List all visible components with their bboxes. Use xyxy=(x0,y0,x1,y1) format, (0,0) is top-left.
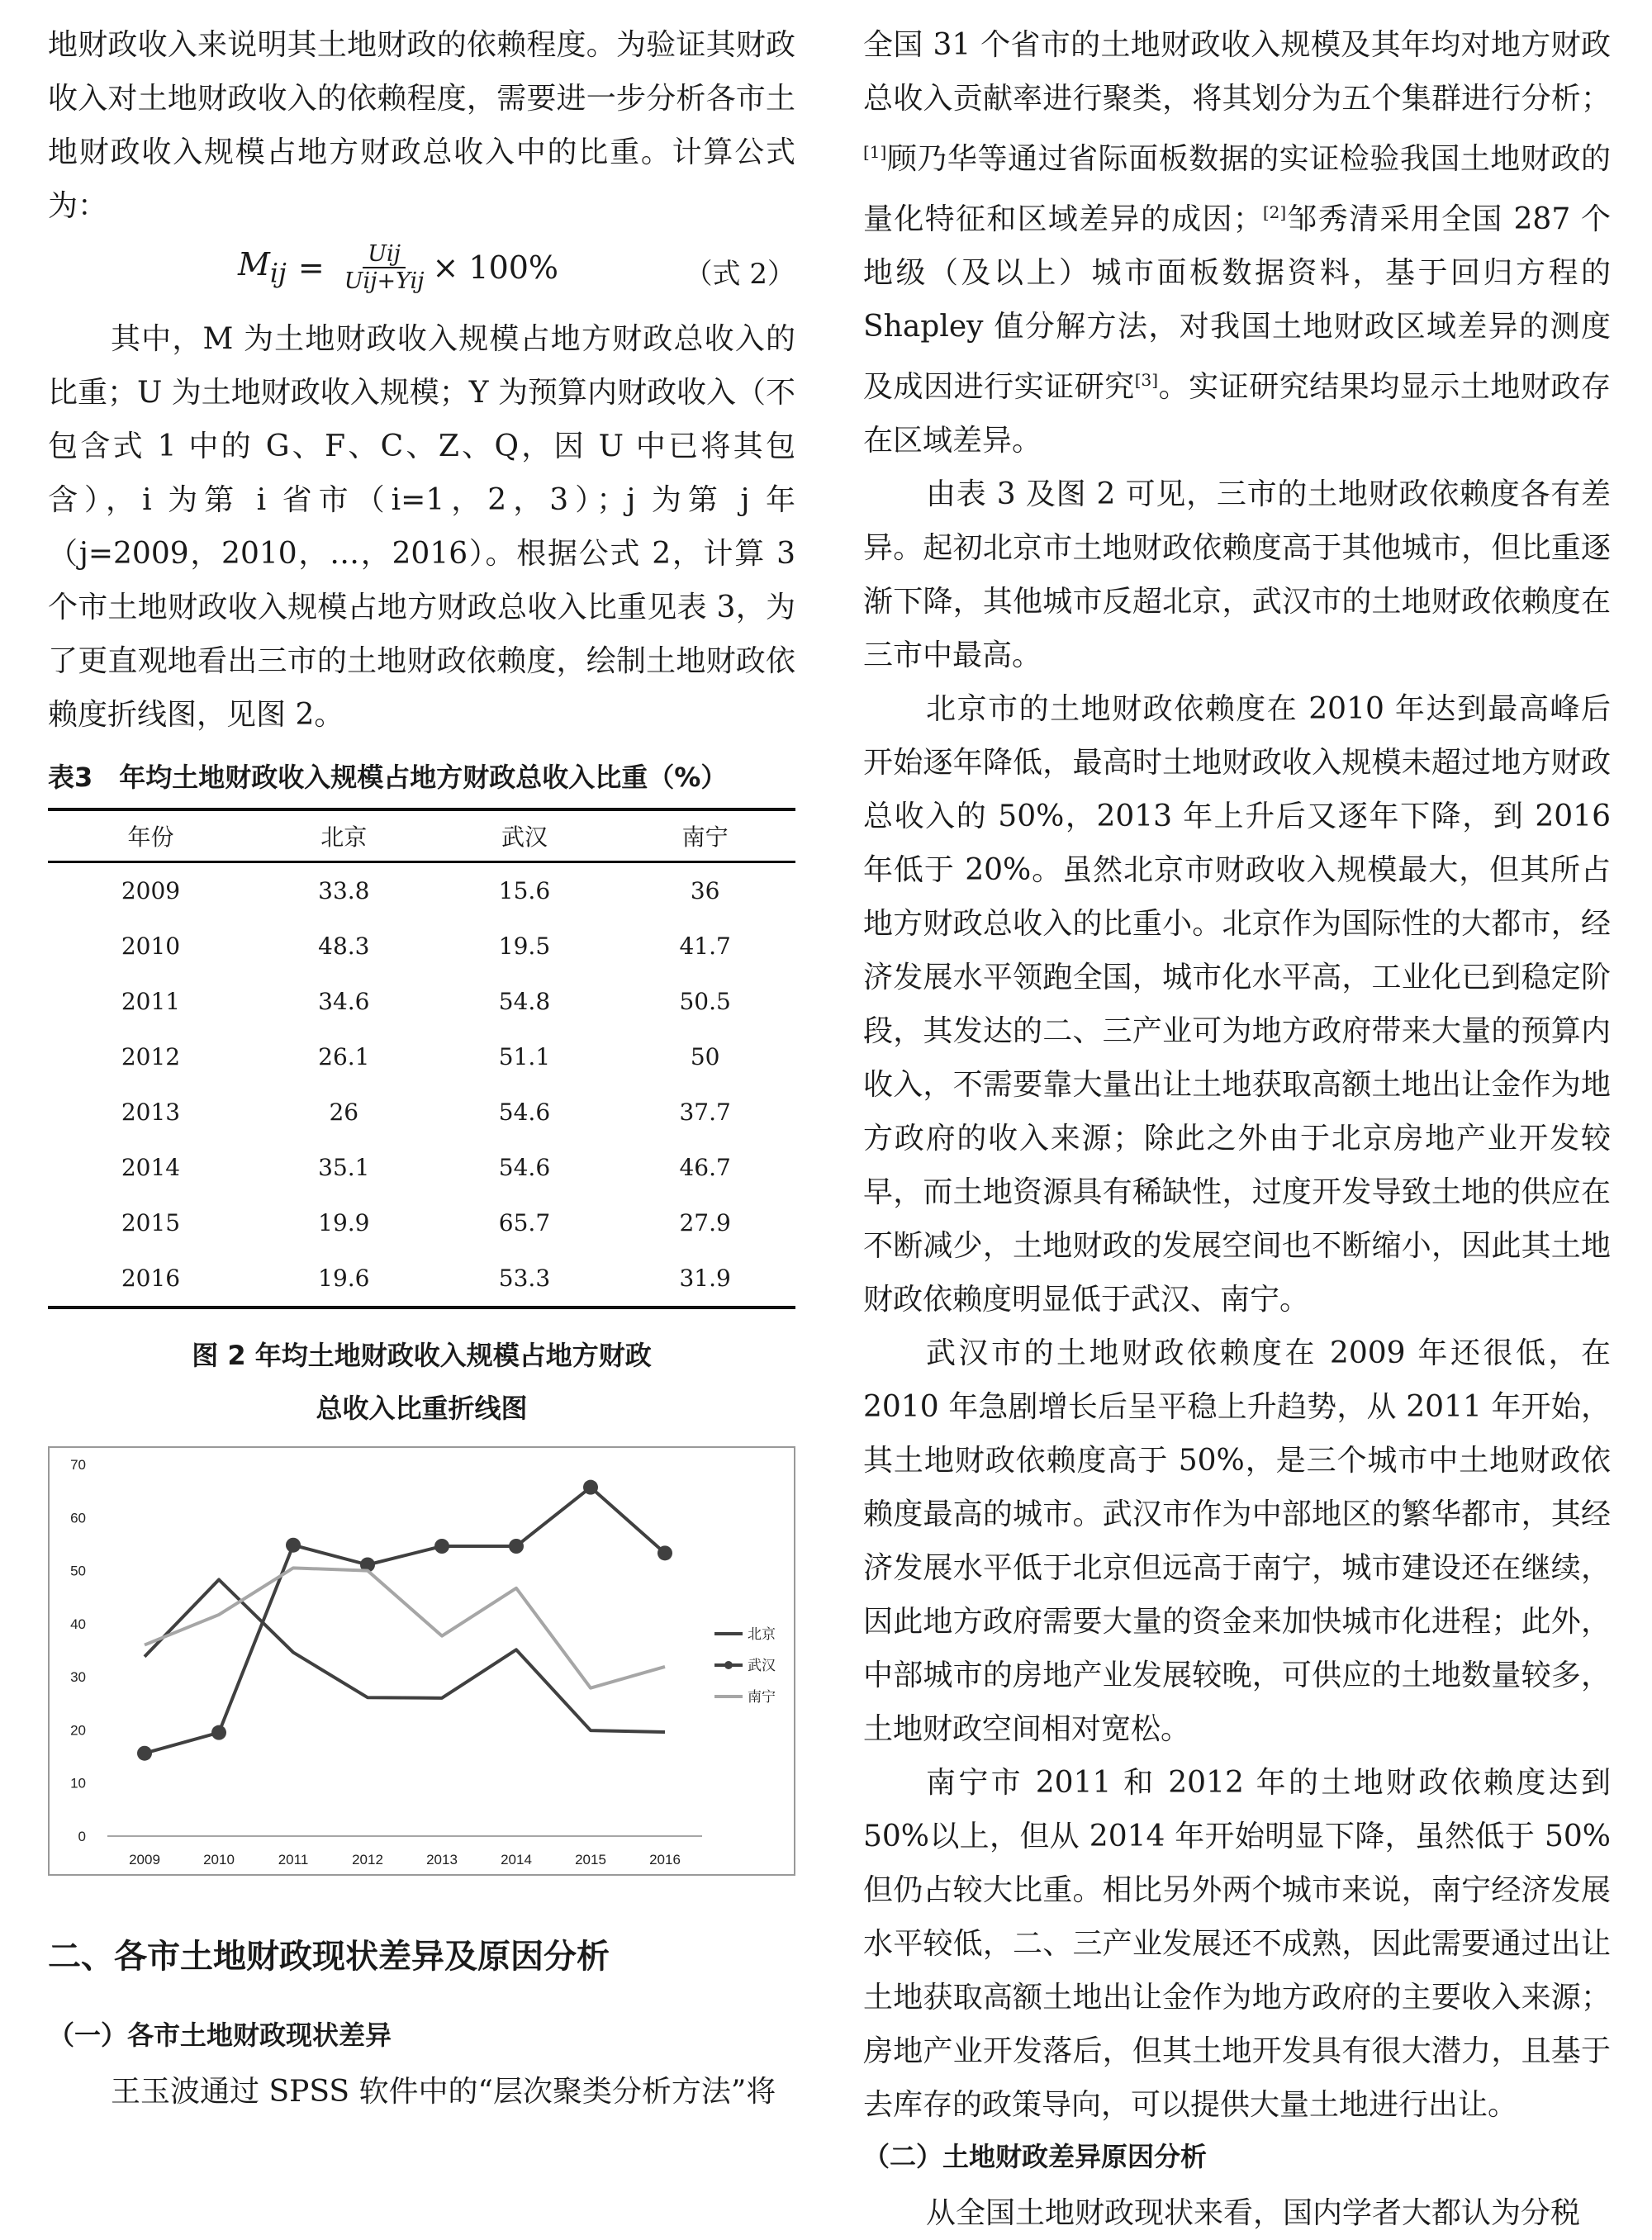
table-row xyxy=(48,1195,795,1251)
x-tick-label: 2014 xyxy=(501,1852,532,1867)
x-tick-label: 2009 xyxy=(129,1852,160,1867)
line-chart xyxy=(48,1446,795,1876)
y-tick-label: 60 xyxy=(70,1510,86,1526)
table-header-cell: 武汉 xyxy=(434,809,615,862)
legend-label: 南宁 xyxy=(748,1689,776,1706)
x-tick-label: 2015 xyxy=(575,1852,606,1867)
y-tick-label: 0 xyxy=(78,1829,86,1844)
figure-caption xyxy=(48,1329,795,1435)
paragraph: 由表 3 及图 2 可见，三市的土地财政依赖度各有差异。起初北京市土地财政依赖度高于其他城市，但比重逐渐下降，其他城市反超北京，武汉市的土地财政依赖度在三市中最高。 xyxy=(863,477,1611,672)
table-caption: 表3 年均土地财政收入规模占地方财政总收入比重（%） xyxy=(48,762,728,793)
table-cell: 51.1 xyxy=(498,1043,551,1070)
table-cell: 33.8 xyxy=(318,877,370,904)
x-tick-label: 2010 xyxy=(203,1852,235,1867)
formula-equals: = xyxy=(297,249,325,286)
data-point xyxy=(583,1480,598,1495)
legend-marker xyxy=(724,1661,733,1669)
table-cell: 2014 xyxy=(121,1154,181,1181)
table-header-cell: 北京 xyxy=(254,809,434,862)
figure-caption-line-1: 图 2 年均土地财政收入规模占地方财政 xyxy=(192,1340,652,1371)
left-column xyxy=(48,18,795,2119)
table-cell: 19.6 xyxy=(254,1251,434,1307)
subsection-heading: （二）土地财政差异原因分析 xyxy=(863,2141,1208,2172)
formula-times: × 100% xyxy=(432,249,559,286)
table-cell: 35.1 xyxy=(318,1154,370,1181)
table-cell: 19.5 xyxy=(498,933,551,960)
data-table xyxy=(48,808,795,1309)
table-row xyxy=(48,1084,795,1140)
table-header-cell: 南宁 xyxy=(615,809,795,862)
table-cell: 31.9 xyxy=(615,1251,795,1307)
citation: [2] xyxy=(1262,202,1287,222)
x-tick-label: 2011 xyxy=(278,1852,309,1867)
table-row xyxy=(48,1029,795,1084)
figure-caption-line-2: 总收入比重折线图 xyxy=(316,1393,528,1424)
table-cell: 65.7 xyxy=(498,1209,551,1236)
subsection-heading: （一）各市土地财政现状差异 xyxy=(48,2019,392,2051)
data-point xyxy=(434,1539,449,1554)
formula-lhs: $M_{ij}$ xyxy=(238,246,287,289)
y-tick-label: 30 xyxy=(70,1669,86,1686)
citation: [1] xyxy=(863,142,887,162)
paragraph: 地财政收入来说明其土地财政的依赖程度。为验证其财政收入对土地财政收入的依赖程度，需要进一步分析各市土地财政收入规模占地方财政总收入中的比重。计算公式为： xyxy=(48,28,795,223)
formula-tag: （式 2） xyxy=(684,258,795,291)
y-tick-label: 70 xyxy=(70,1457,86,1473)
citation: [3] xyxy=(1134,370,1159,390)
table-cell: 54.6 xyxy=(498,1099,551,1126)
table-row xyxy=(48,1140,795,1195)
table-cell: 53.3 xyxy=(434,1251,615,1307)
paragraph: 武汉市的土地财政依赖度在 2009 年还很低，在 2010 年急剧增长后呈平稳上升趋势，从 2011 年开始，其土地财政依赖度高于 50%，是三个城市中土地财政依赖度最高的城市。武汉市作为中部地区的繁华都市，其经济发展水平低于北京但远高于南宁，城市建设还在继续，因此地方政府需要大量的资金来加快城市化进程；此外，中部城市的房地产业发展较晚，可供应的土地数量较多，土地财政空间相对宽松。 xyxy=(863,1336,1611,1746)
data-point xyxy=(137,1746,152,1761)
formula xyxy=(48,233,795,312)
table-cell: 2013 xyxy=(121,1099,181,1126)
formula-numerator: Uij xyxy=(363,241,406,268)
table-cell: 54.6 xyxy=(498,1154,551,1181)
section-heading: 二、各市土地财政现状差异及原因分析 xyxy=(48,1938,610,1976)
legend-label: 北京 xyxy=(748,1626,776,1643)
table-cell: 46.7 xyxy=(679,1154,731,1181)
table-cell: 54.8 xyxy=(498,988,551,1015)
paragraph: 王玉波通过 SPSS 软件中的“层次聚类分析方法”将 xyxy=(111,2075,776,2109)
table-header-cell: 年份 xyxy=(48,809,254,862)
table-cell: 2015 xyxy=(121,1209,181,1236)
y-tick-label: 40 xyxy=(70,1616,86,1632)
table-cell: 50 xyxy=(690,1043,720,1070)
x-tick-label: 2016 xyxy=(649,1852,681,1867)
paragraph: 南宁市 2011 和 2012 年的土地财政依赖度达到 50%以上，但从 2014 年开始明显下降，虽然低于 50%但仍占较大比重。相比另外两个城市来说，南宁经济发展水平较低，二、三产业发展还不成熟，因此需要通过出让土地获取高额土地出让金作为地方政府的主要收入来源；房地产业开发落后，但其土地开发具有很大潜力，且基于去库存的政策导向，可以提供大量土地进行出让。 xyxy=(863,1766,1611,2122)
paragraph: 北京市的土地财政依赖度在 2010 年达到最高峰后开始逐年降低，最高时土地财政收入规模未超过地方财政总收入的 50%，2013 年上升后又逐年下降，到 2016 年低于 20%。虽然北京市财政收入规模最大，但其所占地方财政总收入的比重小。北京作为国际性的大都市，经济发展水平领跑全国，城市化水平高，工业化已到稳定阶段，其发达的二、三产业可为地方政府带来大量的预算内收入，不需要靠大量出让土地获取高额土地出让金作为地方政府的收入来源；除此之外由于北京房地产业开发较早，而土地资源具有稀缺性，过度开发导致土地的供应在不断减少，土地财政的发展空间也不断缩小，因此其土地财政依赖度明显低于武汉、南宁。 xyxy=(863,692,1611,1317)
table-cell: 48.3 xyxy=(318,933,370,960)
table-cell: 34.6 xyxy=(318,988,370,1015)
y-tick-label: 10 xyxy=(70,1775,86,1792)
legend-label: 武汉 xyxy=(748,1658,776,1674)
table-cell: 2012 xyxy=(121,1043,181,1070)
table-row xyxy=(48,862,795,919)
table-cell: 36 xyxy=(690,877,720,904)
formula-fraction xyxy=(344,241,425,294)
series-line-1 xyxy=(145,1488,665,1754)
table-row xyxy=(48,1251,795,1307)
formula-denominator: Uij+Yij xyxy=(344,268,425,294)
chart-svg xyxy=(50,1448,794,1874)
data-point xyxy=(509,1539,524,1554)
table-cell: 2010 xyxy=(121,933,181,960)
table-cell: 2011 xyxy=(121,988,181,1015)
paragraph: 全国 31 个省市的土地财政收入规模及其年均对地方财政总收入贡献率进行聚类，将其划分为五个集群进行分析；[1]顾乃华等通过省际面板数据的实证检验我国土地财政的量化特征和区域差异的成因；[2]邹秀清采用全国 287 个地级（及以上）城市面板数据资料，基于回归方程的 Shapley 值分解方法，对我国土地财政区域差异的测度及成因进行实证研究[3]。实证研究结果均显示土地财政存在区域差异。 xyxy=(863,28,1611,458)
x-tick-label: 2012 xyxy=(352,1852,383,1867)
table-row xyxy=(48,974,795,1029)
table-cell: 26.1 xyxy=(318,1043,370,1070)
formula-expression xyxy=(238,241,558,294)
table-cell: 27.9 xyxy=(679,1209,731,1236)
data-point xyxy=(657,1545,672,1560)
table-row xyxy=(48,918,795,974)
table-cell: 37.7 xyxy=(679,1099,731,1126)
series-line-2 xyxy=(145,1568,665,1687)
data-point xyxy=(286,1538,301,1553)
table-cell: 50.5 xyxy=(679,988,731,1015)
table-cell: 2009 xyxy=(121,877,181,904)
right-column xyxy=(863,18,1611,2240)
table-header-row xyxy=(48,809,795,862)
table-cell: 19.9 xyxy=(318,1209,370,1236)
y-tick-label: 50 xyxy=(70,1563,86,1579)
table-cell: 26 xyxy=(329,1099,359,1126)
paragraph: 从全国土地财政现状来看，国内学者大都认为分税 xyxy=(926,2196,1581,2230)
table-cell: 15.6 xyxy=(498,877,551,904)
table-body xyxy=(48,862,795,1308)
y-tick-label: 20 xyxy=(70,1722,86,1739)
x-tick-label: 2013 xyxy=(426,1852,458,1867)
paragraph: 其中，M 为土地财政收入规模占地方财政总收入的比重；U 为土地财政收入规模；Y 为预算内财政收入（不包含式 1 中的 G、F、C、Z、Q，因 U 中已将其包含），i 为第 i 省市（i=1，2，3）；j 为第 j 年（j=2009，2010，…，2016）。根据公式 2，计算 3 个市土地财政收入规模占地方财政总收入比重见表 3，为了更直观地看出三市的土地财政依赖度，绘制土地财政依赖度折线图，见图 2。 xyxy=(48,322,795,732)
table-cell: 41.7 xyxy=(679,933,731,960)
table-cell: 2016 xyxy=(48,1251,254,1307)
data-point xyxy=(211,1725,226,1740)
